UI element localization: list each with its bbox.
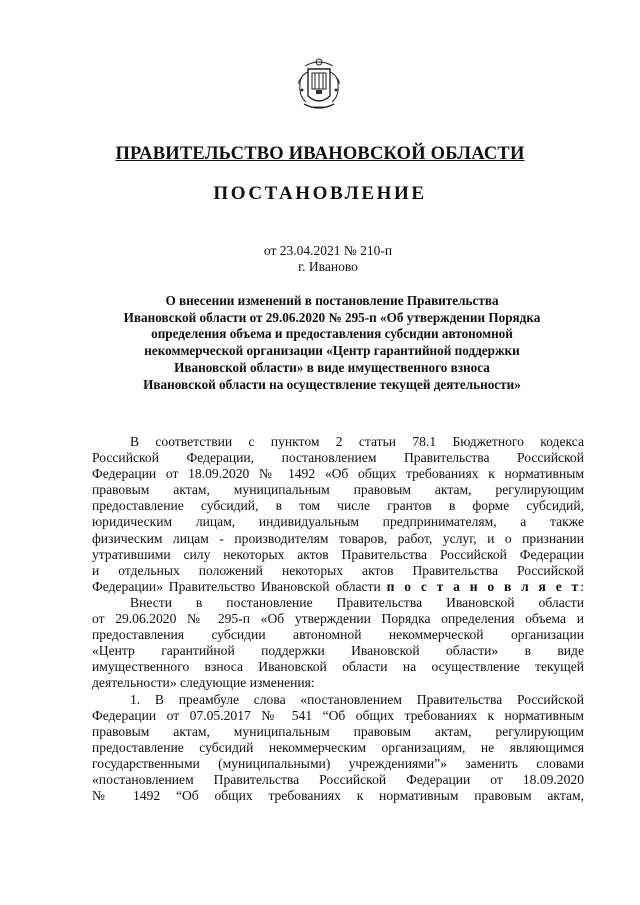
- body-line: 1. В преамбуле слова «постановлением Правительства Российской: [130, 691, 584, 707]
- body-line: «Центр гарантийной поддержки Ивановской области» в виде: [92, 643, 584, 659]
- government-title: ПРАВИТЕЛЬСТВО ИВАНОВСКОЙ ОБЛАСТИ: [115, 144, 525, 164]
- body-line: предоставление субсидий, в том числе грантов в форме субсидий,: [92, 498, 584, 514]
- body-line: деятельности» следующие изменения:: [92, 675, 315, 691]
- subject-line: О внесении изменений в постановление Правительства: [165, 293, 499, 308]
- body-line: предоставление субсидий некоммерческим организациям, не являющимся: [92, 739, 584, 755]
- body-line: от 29.06.2020 № 295-п «Об утверждении Порядка определения объема и: [92, 611, 584, 627]
- subject-line: определения объема и предоставления субсидии автономной: [151, 326, 513, 342]
- body-line: правовым актам, муниципальным правовым актам, регулирующим: [92, 723, 584, 739]
- body-line: и отдельных положений некоторых актов Правительства Российской: [92, 562, 584, 578]
- body-line: физическим лицам - производителям товаров, работ, услуг, и о признании: [92, 530, 584, 546]
- body-line: государственными (муниципальными) учреждениями”» заменить словами: [92, 755, 584, 771]
- date-and-number: от 23.04.2021 № 210-п: [263, 243, 393, 258]
- subject-line: Ивановской области» в виде имущественного взноса: [174, 359, 490, 375]
- resolves-word: п о с т а н о в л я е т: [386, 578, 581, 594]
- body-line: Федерации от 07.05.2017 № 541 “Об общих требованиях к нормативным: [92, 707, 584, 723]
- document-subject: [80, 293, 584, 393]
- body-line: предоставления субсидии автономной некоммерческой организации: [92, 627, 584, 643]
- body-line: Внести в постановление Правительства Ивановской области: [130, 594, 584, 610]
- body-line-text: Федерации» Правительство Ивановской области: [92, 578, 381, 594]
- city-name: г. Иваново: [298, 259, 358, 274]
- subject-line: некоммерческой организации «Центр гарантийной поддержки: [144, 343, 520, 359]
- subject-line: Ивановской области от 29.06.2020 № 295-п «Об утверждении Порядка: [123, 309, 541, 325]
- subject-line: Ивановской области на осуществление текущей деятельности»: [143, 376, 521, 392]
- body-line: Российской Федерации, постановлением Правительства Российской: [92, 450, 584, 466]
- body-line: «постановлением Правительства Российской Федерации от 18.09.2020: [92, 771, 584, 787]
- body-line: правовым актам, муниципальным правовым актам, регулирующим: [92, 482, 584, 498]
- body-line: № 1492 “Об общих требованиях к нормативным правовым актам,: [92, 788, 584, 804]
- document-body: [92, 434, 584, 804]
- coat-of-arms-emblem: [296, 56, 342, 114]
- resolves-colon: :: [580, 578, 584, 594]
- body-line: утратившими силу некоторых актов Правительства Российской Федерации: [92, 546, 584, 562]
- body-line: имущественного взноса Ивановской области на осуществление текущей: [92, 659, 584, 675]
- body-line: В соответствии с пунктом 2 статьи 78.1 Бюджетного кодекса: [130, 434, 584, 449]
- document-type-heading: ПОСТАНОВЛЕНИЕ: [213, 183, 427, 204]
- body-line-resolves: [92, 579, 584, 595]
- body-line: Федерации от 18.09.2020 № 1492 «Об общих требованиях к нормативным: [92, 466, 584, 482]
- body-line: юридическим лицам, индивидуальным предпринимателям, а также: [92, 514, 584, 530]
